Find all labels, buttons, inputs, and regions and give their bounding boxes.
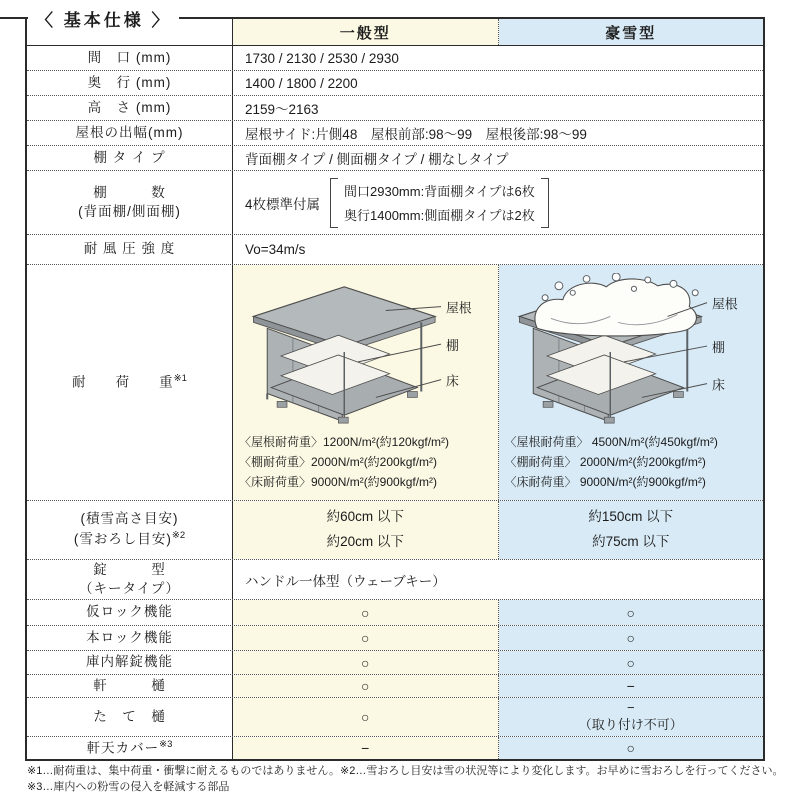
temp-lock-general: ○ <box>233 600 499 625</box>
snowflake <box>692 290 698 296</box>
row-width-value: 1730 / 2130 / 2530 / 2930 <box>233 46 763 70</box>
page-title: 〈 基本仕様 〉 <box>28 6 179 31</box>
row-soffit-cover-label <box>27 737 233 759</box>
row-lock-type-value: ハンドル一体型（ウェーブキー） <box>233 560 763 599</box>
row-load-capacity <box>27 264 763 500</box>
row-main-lock-label: 本ロック機能 <box>27 626 233 650</box>
column-header-general: 一般型 <box>233 19 499 45</box>
snow-heavy-height: 約150cm 以下 <box>588 509 674 525</box>
row-lock-type <box>27 559 763 599</box>
snow-label-note: ※2 <box>171 530 186 542</box>
row-downspout <box>27 697 763 736</box>
footnotes <box>27 764 789 796</box>
row-height-label: 高 さ (mm) <box>27 96 233 120</box>
soffit-cover-general: − <box>233 737 499 759</box>
footnote-1: ※1…耐荷重は、集中荷重・衝撃に耐えるものではありません。※2…雪おろし目安は雪の状況等により変化します。お早めに雪おろしを行ってください。 <box>27 765 784 777</box>
snowflake <box>542 295 548 301</box>
bracket-line-2: 奥行1400mm:側面棚タイプは2枚 <box>344 208 535 223</box>
row-width <box>27 45 763 70</box>
row-main-lock <box>27 625 763 650</box>
bracket-right <box>541 178 549 228</box>
snow-general-height: 約60cm 以下 <box>326 509 404 525</box>
snowflake <box>583 276 590 283</box>
load-heavy-shelf: 〈棚耐荷重〉 2000N/m²(約200kgf/m²) <box>504 454 706 469</box>
soffit-label-text: 軒天カバー$^{※3}$ <box>86 738 173 756</box>
row-depth-value: 1400 / 1800 / 2200 <box>233 71 763 95</box>
row-height-value: 2159〜2163 <box>233 96 763 120</box>
row-soffit-cover <box>27 736 763 759</box>
row-roof-overhang-value: 屋根サイド:片側48 屋根前部:98〜99 屋根後部:98〜99 <box>233 121 763 145</box>
snow-label-line2: (雪おろし目安)$^{※2}$ <box>73 530 186 547</box>
load-general-floor: 〈床耐荷重〉9000N/m²(約900kgf/m²) <box>239 474 438 489</box>
load-values-heavy-snow <box>499 431 764 492</box>
row-shelf-type <box>27 145 763 170</box>
downspout-heavy <box>499 698 764 736</box>
row-inside-unlock-label: 庫内解錠機能 <box>27 651 233 674</box>
snow-cell-general <box>233 501 499 559</box>
title-dash-line <box>0 17 28 19</box>
row-downspout-label: た て 樋 <box>27 698 233 736</box>
column-header-heavy-snow: 豪雪型 <box>499 19 764 45</box>
shelf-count-base: 4枚標準付属 <box>245 196 321 212</box>
spec-table <box>25 17 765 761</box>
row-shelf-count-label <box>27 171 233 234</box>
bracket-left <box>330 178 338 228</box>
load-heavy-roof: 〈屋根耐荷重〉 4500N/m²(約450kgf/m²) <box>504 435 718 449</box>
load-cell-general <box>233 265 499 500</box>
shelf-count-label-line2: (背面棚/側面棚) <box>78 203 181 219</box>
soffit-cover-heavy: ○ <box>499 737 764 759</box>
bracket-line-1: 間口2930mm:背面棚タイプは6枚 <box>344 184 535 199</box>
temp-lock-heavy: ○ <box>499 600 764 625</box>
diagram-label-floor: 床 <box>711 377 725 393</box>
row-temp-lock <box>27 599 763 625</box>
load-cell-heavy-snow <box>499 265 764 500</box>
downspout-heavy-dash: − <box>626 700 635 716</box>
diagram-label-shelf: 棚 <box>711 340 725 355</box>
row-shelf-type-value: 背面棚タイプ / 側面棚タイプ / 棚なしタイプ <box>233 146 763 170</box>
main-lock-heavy: ○ <box>499 626 764 650</box>
soffit-label-note: ※3 <box>159 738 173 750</box>
snowflake <box>555 282 563 290</box>
inside-unlock-general: ○ <box>233 651 499 674</box>
row-temp-lock-label: 仮ロック機能 <box>27 600 233 625</box>
shed-illustration-general <box>241 273 489 431</box>
snowflake <box>612 273 620 281</box>
load-values-general <box>233 431 498 492</box>
shelf-count-label-line1: 棚 数 <box>93 184 166 200</box>
row-shelf-count <box>27 170 763 234</box>
snowflake <box>570 290 575 295</box>
row-eaves-gutter-label: 軒 樋 <box>27 675 233 697</box>
row-eaves-gutter <box>27 674 763 697</box>
row-shelf-type-label: 棚 タ イ プ <box>27 146 233 170</box>
shelf-count-bracket <box>330 178 549 228</box>
main-lock-general: ○ <box>233 626 499 650</box>
load-label-note: ※1 <box>173 373 187 385</box>
diagram-label-roof: 屋根 <box>711 296 738 312</box>
row-shelf-count-value <box>233 171 763 234</box>
snow-heavy-clear: 約75cm 以下 <box>592 534 670 549</box>
lock-label-line1: 錠 型 <box>93 561 166 577</box>
diagram-label-floor: 床 <box>446 373 460 389</box>
row-snow-height <box>27 500 763 559</box>
inside-unlock-heavy: ○ <box>499 651 764 674</box>
snow-general-clear: 約20cm 以下 <box>326 534 404 549</box>
load-general-shelf: 〈棚耐荷重〉2000N/m²(約200kgf/m²) <box>239 454 438 469</box>
row-width-label: 間 口 (mm) <box>27 46 233 70</box>
row-snow-height-label <box>27 501 233 559</box>
shed-illustration-heavy-snow <box>507 273 755 431</box>
row-depth-label: 奥 行 (mm) <box>27 71 233 95</box>
row-height <box>27 95 763 120</box>
row-inside-unlock <box>27 650 763 674</box>
row-load-capacity-label <box>27 265 233 500</box>
snowflake <box>631 286 636 291</box>
snow-cell-heavy <box>499 501 764 559</box>
snowflake <box>670 280 677 287</box>
row-wind-resistance-value: Vo=34m/s <box>233 235 763 264</box>
load-label-text: 耐 荷 重$^{※1}$ <box>72 373 187 390</box>
snow-label-line1: (積雪高さ目安) <box>80 511 179 527</box>
diagram-label-roof: 屋根 <box>446 300 472 316</box>
downspout-general: ○ <box>233 698 499 736</box>
eaves-gutter-general: ○ <box>233 675 499 697</box>
row-depth <box>27 70 763 95</box>
row-roof-overhang-label: 屋根の出幅(mm) <box>27 121 233 145</box>
downspout-heavy-note: （取り付け不可） <box>578 717 683 732</box>
row-lock-type-label <box>27 560 233 599</box>
load-general-roof: 〈屋根耐荷重〉1200N/m²(約120kgf/m²) <box>239 435 450 449</box>
snowflake <box>645 277 651 283</box>
row-wind-resistance <box>27 234 763 264</box>
load-heavy-floor: 〈床耐荷重〉 9000N/m²(約900kgf/m²) <box>504 474 706 489</box>
row-wind-resistance-label: 耐 風 圧 強 度 <box>27 235 233 264</box>
row-roof-overhang <box>27 120 763 145</box>
footnote-2: ※3…庫内への粉雪の侵入を軽減する部品 <box>27 780 230 793</box>
eaves-gutter-heavy: − <box>499 675 764 697</box>
lock-label-line2: （キータイプ） <box>79 580 180 596</box>
diagram-label-shelf: 棚 <box>446 338 460 354</box>
